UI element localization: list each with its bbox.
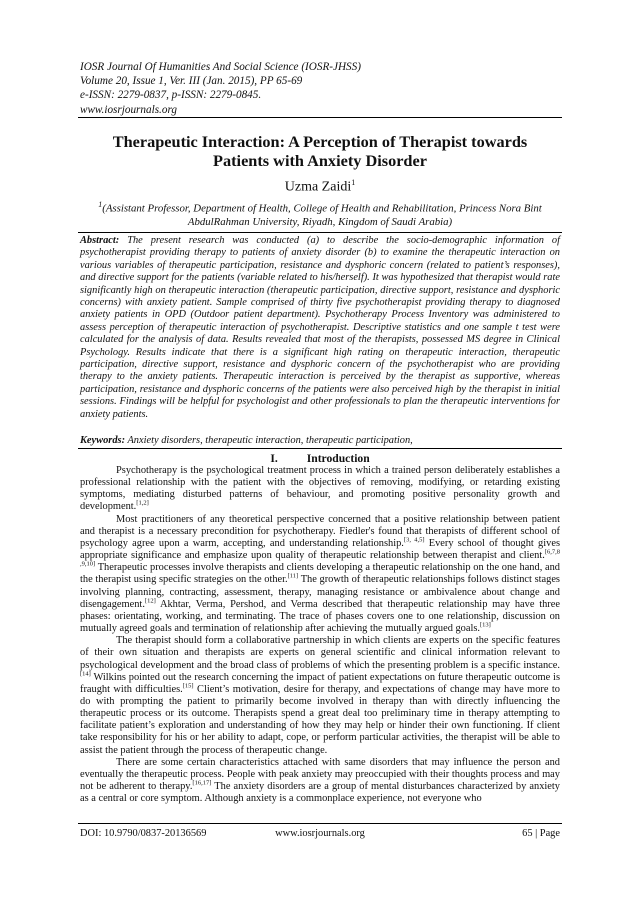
affiliation-sup: 1 (98, 200, 103, 209)
keywords-label: Keywords: (80, 435, 126, 446)
title-line-2: Patients with Anxiety Disorder (213, 150, 427, 170)
abstract-divider-bottom (78, 448, 562, 449)
abstract-divider-top (78, 232, 562, 233)
section-title: Introduction (306, 452, 370, 465)
citation: [12] (144, 597, 156, 605)
citation: [15] (182, 682, 194, 690)
body-text (80, 465, 560, 805)
author-affiliation (84, 198, 556, 229)
header-divider (78, 117, 562, 118)
citation: [14] (80, 670, 91, 678)
citation: [16,17] (192, 779, 212, 787)
citation: [1,2] (136, 500, 149, 507)
paragraph-text: The therapist should form a collaborative partnership in which clients are experts on the specific features of their own situation and therapists are experts on general scientific and clinical information relevant to psychological development and the broad class of problems of which the presenting problem is a specific instance. (80, 635, 560, 671)
journal-volume: Volume 20, Issue 1, Ver. III (Jan. 2015), PP 65-69 (80, 75, 303, 88)
title-line-1: Therapeutic Interaction: A Perception of Therapist towards (112, 132, 528, 151)
paragraph-text: There are some certain characteristics attached with same disorders that may influence the person and eventually the therapeutic process. People with peak anxiety may preoccupied with their thoughts process and may not be adherent to therapy. (80, 756, 560, 793)
affiliation-line-2: AbdulRahman University, Riyadh, Kingdom of Saudi Arabia) (187, 215, 453, 228)
paragraph-text: Psychotherapy is the psychological treatment process in which a trained person deliberately establishes a professional relationship with the patient with the objectives of removing, modifying, or retarding existing symptoms, mediating disturbed patterns of behaviour, and promoting positive personality growth and development. (80, 465, 560, 513)
author (80, 178, 560, 196)
journal-name: IOSR Journal Of Humanities And Social Science (IOSR-JHSS) (80, 61, 361, 73)
section-heading (80, 452, 560, 465)
affiliation-line-1: (Assistant Professor, Department of Health, College of Health and Rehabilitation, Princess Nora Bint (102, 202, 542, 215)
paragraph-text: Every school of thought gives appropriate significance and emphasize upon quality of therapeutic relationship between therapist and client. (80, 537, 560, 562)
keywords (80, 435, 560, 447)
paragraph-4 (80, 757, 560, 806)
citation: [11] (287, 572, 299, 580)
paragraph-text: Therapeutic processes involve therapists and clients developing a therapeutic relationship on the one hand, and the therapist using specific strategies on the other. (80, 562, 560, 586)
footer-doi: DOI: 10.9790/0837-20136569 (80, 828, 207, 839)
paragraph-text: Akhtar, Verma, Pershod, and Verma described that therapeutic relationship may have three phases: orientating, working, and terminating. The trace of phases covers one to one relationship, discussion on mutually agreed goals and termination of relationship after achieving the mutually argued goals. (80, 598, 560, 635)
paragraph-2 (80, 514, 560, 636)
abstract-text: The present research was conducted (a) to describe the socio-demographic information of psychotherapist providing therapy to patients of anxiety disorder (b) to examine the therapeutic interaction on various variables of therapeutic participation, resistance and dysphoric concern (related to patient’s responses), and directive support for the patients (variable related to his/herself). It was hypothesized that therapist would rate significantly high on therapeutic interaction (therapeutic participation, directive support, resistance and dysphoric concerns) with anxiety patient. Sample comprised of thirty five psychotherapist providing therapy to diagnosed anxiety patients in OPD (Outdoor patient department). Psychotherapy Process Inventory was administered to assess perception of therapeutic interaction of psychotherapist. Descriptive statistics and one sample t test were calculated for the analysis of data. Results revealed that most of the therapists, possessed MS degree in Clinical Psychology. Results indicate that there is a significant high rating on therapeutic interaction, therapeutic participation, directive support, resistance and dysphoric concern of the psychotherapist who are providing therapy to the anxiety patients. Therapeutic interaction is perceived by the therapist as supportive, whereas participation, resistance and dysphoric concerns of the patients were also perceived high by the therapist in initial sessions. Findings will be helpful for psychologist and other professionals to plan the therapeutic interventions for anxiety patients. (80, 235, 560, 420)
paragraph-1 (80, 465, 560, 514)
paragraph-text: The growth of therapeutic relationships follows distinct stages involving planning, contracting, assessment, therapy, managing resistance or ambivalence about change and disengagement. (80, 574, 560, 610)
journal-issn: e-ISSN: 2279-0837, p-ISSN: 2279-0845. (80, 89, 262, 102)
journal-header (80, 60, 560, 117)
footer-page-number: 65 | Page (522, 828, 560, 839)
paragraph-text: The anxiety disorders are a group of mental disturbances characterized by anxiety as a central or core symptom. Although anxiety is a commonplace experience, not everyone who (80, 781, 560, 805)
footer-site: www.iosrjournals.org (275, 828, 365, 839)
paper-title (90, 133, 550, 170)
paragraph-text: Most practitioners of any theoretical perspective concerned that a positive relationship between patient and therapist is a necessary precondition for psychotherapy. Fiedler's found that therapists of different school of psychology agree upon a warm, accepting, and understanding relationship. (80, 513, 560, 549)
paragraph-text: Wilkins pointed out the research concerning the impact of patient expectations on future therapeutic outcome is fraught with difficulties. (80, 671, 560, 695)
paragraph-3 (80, 635, 560, 757)
section-number: I. (270, 452, 278, 465)
paragraph-text: Client’s motivation, desire for therapy, and expectations of change may have more to do with prompting the patient to primarily become involved in therapy than with directly influencing the therapeutic process or its outcome. Therapists spend a great deal too preliminary time in therapy attempting to facilitate patient’s exploration and understanding of how they may help or hinder their own functioning. If client take responsibility for his or her ability to adapt, cope, or perform particular activities, the therapist will be able to assist the patient through the process of therapeutic change. (80, 683, 560, 756)
author-name: Uzma Zaidi (284, 179, 352, 195)
footer-divider (78, 823, 562, 824)
keywords-text: Anxiety disorders, therapeutic interaction, therapeutic participation, (127, 435, 413, 446)
citation: [6,7,8 ,9,10] (80, 548, 560, 568)
author-sup: 1 (351, 178, 356, 187)
abstract (80, 235, 560, 421)
citation: [3, 4,5] (403, 536, 425, 544)
citation: [13] (480, 621, 491, 629)
journal-url: www.iosrjournals.org (80, 103, 177, 116)
abstract-label: Abstract: (80, 235, 120, 246)
